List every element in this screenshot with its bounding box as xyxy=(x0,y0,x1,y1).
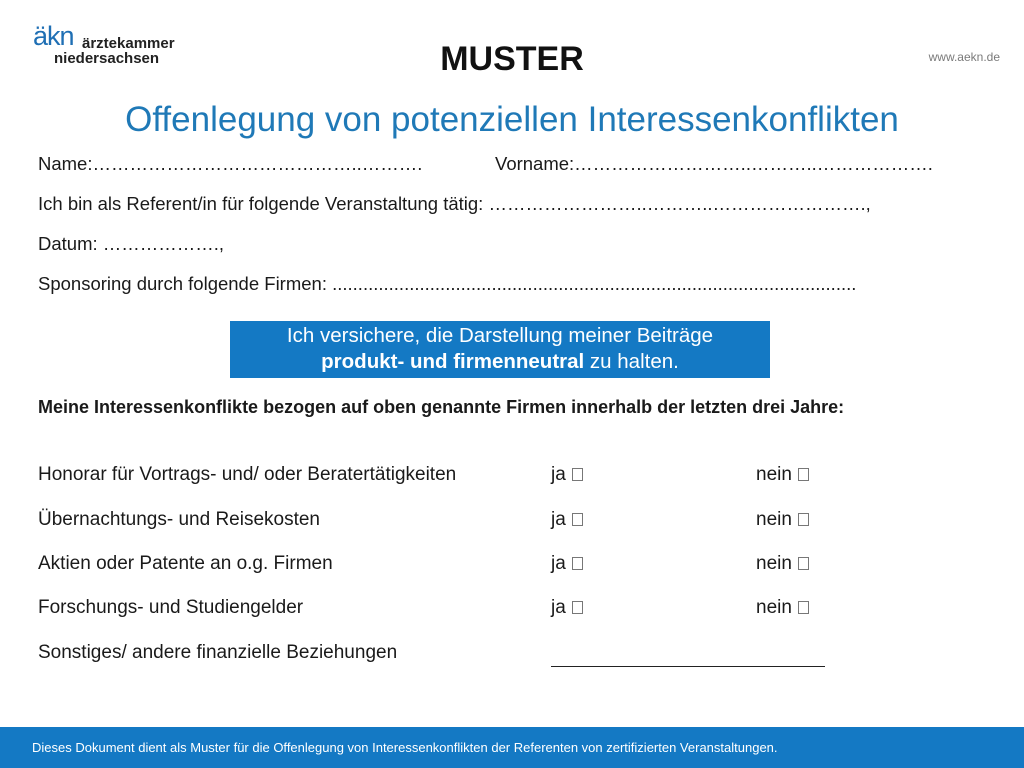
ja-option[interactable] xyxy=(551,553,583,575)
banner-line-1: Ich versichere, die Darstellung meiner Beiträge xyxy=(286,324,714,347)
row-label: Übernachtungs- und Reisekosten xyxy=(38,509,321,530)
vorname-field[interactable]: Vorname:………………………..………..………………. xyxy=(495,153,933,174)
nein-checkbox[interactable] xyxy=(798,557,809,570)
conflict-row-aktien xyxy=(38,553,998,579)
ja-checkbox[interactable] xyxy=(572,468,583,481)
nein-label: nein xyxy=(756,464,792,485)
ja-option[interactable] xyxy=(551,597,583,619)
nein-checkbox[interactable] xyxy=(798,513,809,526)
logo-line-1: ärztekammer xyxy=(82,35,175,52)
sonstiges-input-line[interactable] xyxy=(551,648,825,667)
banner-line-2 xyxy=(230,349,770,375)
event-field[interactable]: Ich bin als Referent/in für folgende Veranstaltung tätig: ……………………..………..……………………., xyxy=(38,193,871,214)
logo-line-2: niedersachsen xyxy=(54,50,160,67)
nein-label: nein xyxy=(756,597,792,618)
ja-option[interactable] xyxy=(551,464,583,486)
nein-label: nein xyxy=(756,553,792,574)
conflict-row-reisekosten xyxy=(38,509,998,535)
nein-option[interactable] xyxy=(756,597,809,619)
ja-option[interactable] xyxy=(551,509,583,531)
nein-option[interactable] xyxy=(756,509,809,531)
ja-label: ja xyxy=(551,509,566,530)
neutrality-banner xyxy=(230,321,770,378)
banner-bold-text: produkt- und firmenneutral xyxy=(321,350,585,373)
row-label: Honorar für Vortrags- und/ oder Beratertätigkeiten xyxy=(38,464,457,485)
muster-label: MUSTER xyxy=(440,40,584,78)
conflicts-heading: Meine Interessenkonflikte bezogen auf oben genannte Firmen innerhalb der letzten drei Jahre: xyxy=(38,397,845,417)
nein-option[interactable] xyxy=(756,553,809,575)
conflict-row-honorar xyxy=(38,464,998,490)
banner-rest-text: zu halten. xyxy=(584,350,679,373)
name-field[interactable]: Name:……………………………………..………. xyxy=(38,153,423,174)
ja-label: ja xyxy=(551,553,566,574)
conflict-row-sonstiges xyxy=(38,642,998,668)
nein-label: nein xyxy=(756,509,792,530)
nein-checkbox[interactable] xyxy=(798,601,809,614)
sponsoring-field[interactable]: Sponsoring durch folgende Firmen: ...................................................................................................... xyxy=(38,273,857,294)
page-title: Offenlegung von potenziellen Interessenkonflikten xyxy=(125,100,899,139)
footer-note: Dieses Dokument dient als Muster für die Offenlegung von Interessenkonflikten der Referenten von zertifizierten Veranstaltungen. xyxy=(32,740,778,755)
row-label: Aktien oder Patente an o.g. Firmen xyxy=(38,553,333,574)
logo-mark: äkn xyxy=(33,21,74,51)
nein-option[interactable] xyxy=(756,464,809,486)
ja-checkbox[interactable] xyxy=(572,601,583,614)
nein-checkbox[interactable] xyxy=(798,468,809,481)
ja-checkbox[interactable] xyxy=(572,557,583,570)
date-field[interactable]: Datum: ………………., xyxy=(38,233,225,254)
ja-label: ja xyxy=(551,464,566,485)
ja-checkbox[interactable] xyxy=(572,513,583,526)
row-label: Sonstiges/ andere finanzielle Beziehungen xyxy=(38,642,398,663)
ja-label: ja xyxy=(551,597,566,618)
row-label: Forschungs- und Studiengelder xyxy=(38,597,304,618)
conflict-row-forschung xyxy=(38,597,998,623)
footer-bar xyxy=(0,727,1024,768)
website-link[interactable]: www.aekn.de xyxy=(928,50,1000,64)
